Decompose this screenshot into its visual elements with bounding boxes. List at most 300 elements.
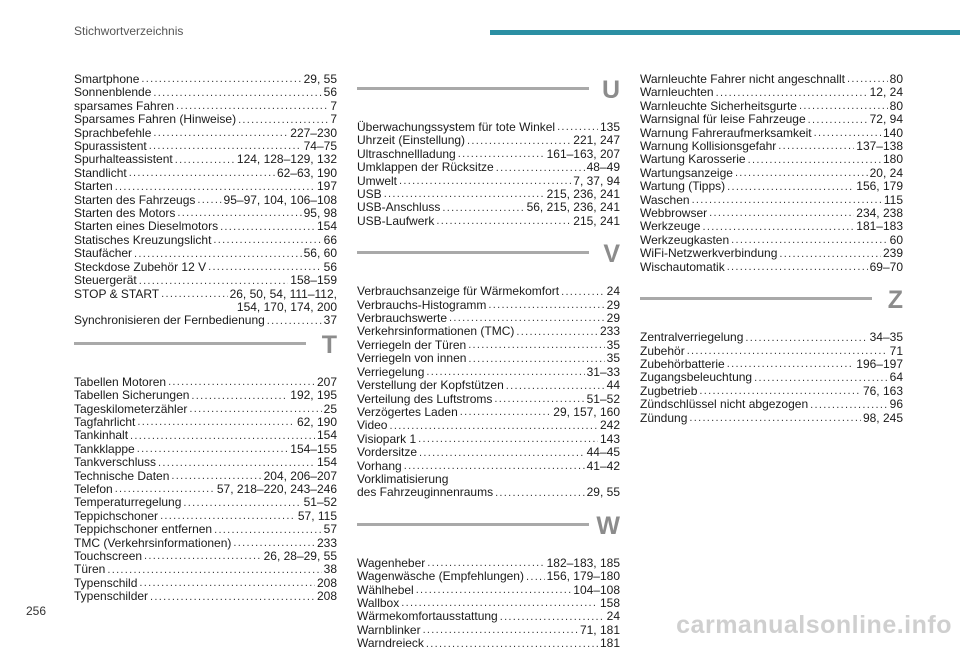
index-entry-pages: 154–155: [290, 441, 337, 456]
index-entry: [74, 389, 337, 402]
leader-dots: [399, 175, 571, 188]
index-entry-term: Zubehör: [640, 343, 685, 358]
index-column-2: [357, 73, 620, 651]
index-entry-pages: 181: [599, 636, 620, 651]
index-entry-term: Statisches Kreuzungslicht: [74, 232, 212, 247]
entry-list-v: [357, 285, 620, 473]
leader-dots: [735, 167, 868, 180]
leader-dots: [137, 416, 295, 429]
index-entry: [74, 590, 337, 603]
index-entry-term: Steckdose Zubehör 12 V: [74, 259, 207, 274]
index-entry-term: Umwelt: [357, 173, 398, 188]
index-entry-pages: 158: [599, 595, 620, 610]
index-entry-term: Verriegelung: [357, 364, 425, 379]
section-divider: [74, 342, 306, 345]
index-entry: [640, 398, 903, 411]
index-entry-pages: 192, 195: [290, 388, 337, 403]
leader-dots: [442, 202, 524, 215]
index-entry-term: Typenschild: [74, 575, 138, 590]
index-entry: [357, 597, 620, 610]
index-entry-pages: 35: [606, 337, 620, 352]
leader-dots: [115, 181, 315, 194]
section-divider: [640, 297, 872, 300]
index-entry-term: Smartphone: [74, 72, 140, 86]
leader-dots: [404, 460, 585, 473]
index-entry-pages: 80: [889, 72, 903, 86]
index-entry-term: Tankinhalt: [74, 428, 129, 443]
index-entry-pages: 51–52: [586, 391, 620, 406]
index-entry: [640, 345, 903, 358]
index-entry: [357, 201, 620, 214]
index-entry-term: Starten: [74, 179, 113, 194]
leader-dots: [808, 114, 868, 127]
index-entry: [74, 550, 337, 563]
index-entry: [357, 486, 620, 499]
index-entry: [357, 215, 620, 228]
index-entry-term: Verzögertes Laden: [357, 404, 458, 419]
index-entry-term: Warnleuchten: [640, 85, 714, 100]
leader-dots: [468, 339, 604, 352]
index-entry-term: Teppichschoner entfernen: [74, 522, 213, 537]
index-entry-term: Teppichschoner: [74, 508, 159, 523]
index-entry-term: Spurhalteassistent: [74, 152, 173, 167]
index-entry-term: USB-Laufwerk: [357, 213, 435, 228]
index-entry-term: Warnleuchte Sicherheitsgurte: [640, 98, 797, 113]
index-entry-pages: 57, 115: [297, 508, 337, 523]
index-entry: [74, 416, 337, 429]
index-entry-term: USB: [357, 187, 382, 202]
index-entry: [74, 483, 337, 496]
index-entry-term: Staufächer: [74, 246, 133, 261]
index-entry-term: Steuergerät: [74, 273, 137, 288]
index-entry-pages: 215, 241: [573, 213, 620, 228]
index-entry-term: Technische Daten: [74, 468, 170, 483]
index-entry-term: Standlicht: [74, 165, 127, 180]
index-entry-pages: 242: [599, 418, 620, 433]
index-entry: [640, 371, 903, 384]
leader-dots: [423, 624, 578, 637]
index-entry-pages: 26, 50, 54, 111–112,: [229, 286, 337, 301]
index-entry: [74, 429, 337, 442]
leader-dots: [389, 420, 597, 433]
index-entry-pages: 239: [882, 246, 903, 261]
index-entry-pages: 181–183: [856, 219, 903, 234]
index-entry-pages: 140: [882, 125, 903, 140]
leader-dots: [267, 315, 322, 328]
leader-dots: [494, 393, 584, 406]
index-entry: [640, 153, 903, 166]
index-entry-pages: 154: [316, 219, 337, 234]
index-entry-pages: 29, 157, 160: [553, 404, 620, 419]
leader-dots: [495, 487, 585, 500]
index-entry: [74, 563, 337, 576]
index-entry: [74, 73, 337, 86]
index-entry-term: Uhrzeit (Einstellung): [357, 133, 466, 148]
leader-dots: [467, 135, 571, 148]
index-entry: [357, 637, 620, 650]
entry-list-t: [74, 376, 337, 604]
index-entry-pages: 24: [606, 609, 620, 624]
index-entry: [640, 261, 903, 274]
index-entry-term: Wischautomatik: [640, 259, 725, 274]
index-entry-term: Starten des Fahrzeugs: [74, 192, 196, 207]
index-entry-pages: 7: [330, 98, 337, 113]
index-entry: [640, 385, 903, 398]
index-entry-term: Verbrauchswerte: [357, 311, 448, 326]
section-divider: [357, 87, 589, 90]
index-entry-term: Touchscreen: [74, 549, 143, 563]
index-entry: [357, 584, 620, 597]
index-entry-term: USB-Anschluss: [357, 200, 441, 215]
index-entry: [640, 358, 903, 371]
leader-dots: [161, 288, 227, 301]
index-entry-pages: 20, 24: [869, 165, 903, 180]
index-entry-pages: 41–42: [586, 458, 620, 473]
index-entry-pages: 38: [323, 562, 337, 577]
index-entry-term: Verriegeln der Türen: [357, 337, 467, 352]
index-entry: [74, 247, 337, 260]
index-entry-term: Telefon: [74, 481, 113, 496]
section-header-z: [640, 283, 903, 331]
index-entry-term: Überwachungssystem für tote Winkel: [357, 120, 556, 134]
index-entry: [357, 624, 620, 637]
leader-dots: [150, 591, 315, 604]
index-entry-pages: 56: [323, 259, 337, 274]
leader-dots: [692, 194, 882, 207]
leader-dots: [175, 154, 235, 167]
index-entry-pages: 180: [882, 152, 903, 167]
index-entry-pages: 76, 163: [862, 383, 903, 398]
index-entry: [74, 86, 337, 99]
index-entry-term: Wartungsanzeige: [640, 165, 733, 180]
leader-dots: [748, 154, 881, 167]
leader-dots: [727, 181, 854, 194]
section-letter-w: W: [596, 511, 620, 540]
index-entry-pages-continued: 154, 170, 174, 200: [236, 299, 337, 314]
index-entry-pages: 124, 128–129, 132: [236, 152, 337, 167]
index-column-3: [640, 73, 903, 425]
index-entry: [357, 325, 620, 338]
page-header-title: Stichwortverzeichnis: [74, 24, 184, 38]
index-entry: [74, 456, 337, 469]
section-letter-t: T: [321, 330, 337, 359]
index-entry-term: Ultraschnellladung: [357, 146, 456, 161]
index-entry-term: Typenschilder: [74, 589, 149, 604]
index-entry-term: Tageskilometerzähler: [74, 401, 188, 416]
index-entry-pages: 98, 245: [862, 410, 903, 425]
index-entry-pages: 234, 238: [856, 206, 903, 221]
leader-dots: [689, 412, 861, 425]
leader-dots: [191, 390, 288, 403]
index-entry-term: Wallbox: [357, 595, 400, 610]
index-entry-term: Zündschlüssel nicht abgezogen: [640, 397, 809, 412]
index-entry: [357, 379, 620, 392]
index-entry-pages: 154: [316, 428, 337, 443]
leader-dots: [419, 447, 585, 460]
index-entry: [357, 339, 620, 352]
leader-dots: [488, 299, 604, 312]
leader-dots: [561, 286, 605, 299]
index-entry: [640, 331, 903, 344]
index-entry: [74, 274, 337, 287]
index-entry-term: Zentralverriegelung: [640, 330, 744, 345]
leader-dots: [754, 372, 888, 385]
index-entry: [640, 86, 903, 99]
index-entry: [640, 194, 903, 207]
index-entry-pages: 215, 236, 241: [546, 187, 620, 202]
index-entry-pages: 25: [323, 401, 337, 416]
index-entry-pages: 66: [323, 232, 337, 247]
leader-dots: [416, 584, 572, 597]
index-entry-pages: 62, 190: [296, 414, 337, 429]
leader-dots: [139, 577, 315, 590]
leader-dots: [506, 380, 605, 393]
index-entry: [74, 180, 337, 193]
index-entry: [640, 113, 903, 126]
index-entry: [357, 121, 620, 134]
entry-list-w: [357, 557, 620, 651]
leader-dots: [144, 550, 262, 563]
index-entry-term: Temperaturregelung: [74, 495, 182, 510]
index-entry: [74, 261, 337, 274]
index-entry: [74, 403, 337, 416]
index-entry: [357, 557, 620, 570]
index-entry-pages: 62–63, 190: [276, 165, 337, 180]
index-entry-term: Sprachbefehle: [74, 125, 152, 140]
index-entry-term: Spurassistent: [74, 139, 147, 154]
index-entry-term: Wartung (Tipps): [640, 179, 726, 194]
index-entry-pages: 7, 37, 94: [573, 173, 620, 188]
index-entry: [74, 100, 337, 113]
index-entry-term: WiFi-Netzwerkverbindung: [640, 246, 778, 261]
index-entry: [640, 140, 903, 153]
leader-dots: [183, 497, 301, 510]
index-entry: [74, 314, 337, 327]
index-entry: [357, 161, 620, 174]
index-entry-pages: 80: [889, 98, 903, 113]
leader-dots: [189, 403, 321, 416]
index-entry: [74, 537, 337, 550]
index-entry-pages: 31–33: [586, 364, 620, 379]
section-header-w: [357, 509, 620, 557]
index-entry-term: Wagenheber: [357, 555, 426, 570]
leader-dots: [153, 87, 321, 100]
index-entry-pages: 44: [606, 378, 620, 393]
index-entry-pages: 196–197: [856, 356, 903, 371]
section-divider: [357, 251, 589, 254]
index-entry-pages: 24: [606, 284, 620, 299]
entry-list-w-cont: [640, 73, 903, 274]
watermark-text: carmanualsonline.info: [676, 611, 952, 639]
leader-dots: [778, 140, 854, 153]
index-entry: [74, 127, 337, 140]
index-entry-term: Tankklappe: [74, 441, 135, 456]
index-entry-term: Verriegeln von innen: [357, 351, 467, 366]
index-entry-pages: 143: [599, 431, 620, 446]
index-entry-pages: 57, 218–220, 243–246: [216, 481, 337, 496]
index-entry-pages: 29, 55: [303, 72, 337, 86]
section-header-v: [357, 237, 620, 285]
index-entry: [357, 312, 620, 325]
index-entry-pages: 29, 55: [586, 485, 620, 500]
index-entry-term: Wählhebel: [357, 582, 414, 597]
index-entry-term: Zündung: [640, 410, 688, 425]
index-entry-pages: 161–163, 207: [546, 146, 620, 161]
index-entry-pages: 71: [889, 343, 903, 358]
index-entry-term: Verkehrsinformationen (TMC): [357, 324, 515, 339]
leader-dots: [134, 248, 302, 261]
section-letter-z: Z: [887, 286, 903, 315]
index-entry-pages: 29: [606, 311, 620, 326]
index-entry: [74, 194, 337, 207]
leader-dots: [810, 399, 888, 412]
index-entry-pages: 207: [316, 374, 337, 389]
index-entry-term: sparsames Fahren: [74, 98, 175, 113]
leader-dots: [687, 345, 888, 358]
index-entry-pages: 95–97, 104, 106–108: [223, 192, 337, 207]
index-entry: [357, 352, 620, 365]
index-entry-pages: 44–45: [586, 445, 620, 460]
index-entry-pages: 96: [889, 397, 903, 412]
index-entry: [357, 188, 620, 201]
leader-dots: [129, 167, 275, 180]
index-entry-pages: 74–75: [303, 139, 337, 154]
index-entry-pages: 72, 94: [869, 112, 903, 127]
index-entry-term: Umklappen der Rücksitze: [357, 160, 494, 175]
leader-dots: [220, 221, 315, 234]
index-entry: [640, 167, 903, 180]
leader-dots: [526, 571, 545, 584]
leader-dots: [141, 73, 301, 86]
leader-dots: [130, 430, 315, 443]
index-entry: [357, 393, 620, 406]
index-entry-pages: 69–70: [869, 259, 903, 274]
leader-dots: [158, 457, 315, 470]
index-entry: [357, 299, 620, 312]
index-entry: [357, 148, 620, 161]
index-entry-term: Sparsames Fahren (Hinweise): [74, 112, 237, 127]
index-entry: [74, 577, 337, 590]
index-entry: [357, 446, 620, 459]
index-entry: [357, 460, 620, 473]
index-entry-pages: 208: [316, 589, 337, 604]
index-entry-term: Synchronisieren der Fernbedienung: [74, 313, 265, 328]
index-entry-pages: 7: [330, 112, 337, 127]
index-entry-term: TMC (Verkehrsinformationen): [74, 535, 232, 550]
index-entry: [74, 234, 337, 247]
index-entry-term: Starten des Motors: [74, 206, 176, 221]
index-entry-term: Verteilung des Luftstroms: [357, 391, 493, 406]
index-entry-pages: 57: [323, 522, 337, 537]
index-entry-pages: 35: [606, 351, 620, 366]
index-entry: [640, 100, 903, 113]
index-entry-pages: 56, 215, 236, 241: [526, 200, 620, 215]
leader-dots: [460, 406, 552, 419]
index-entry-term: Zubehörbatterie: [640, 356, 725, 371]
index-entry: [357, 610, 620, 623]
index-entry-term: Starten eines Dieselmotors: [74, 219, 219, 234]
index-entry-pages: 26, 28–29, 55: [263, 549, 337, 563]
index-entry-term: Werkzeuge: [640, 219, 701, 234]
index-entry-pages: 208: [316, 575, 337, 590]
index-entry-term: Warnleuchte Fahrer nicht angeschnallt: [640, 72, 845, 86]
index-entry-term: Warndreieck: [357, 636, 424, 651]
entry-list-u: [357, 121, 620, 228]
index-entry-pages: 64: [889, 370, 903, 385]
index-entry-term: Vorhang: [357, 458, 402, 473]
index-entry: [74, 167, 337, 180]
index-entry-pages: 156, 179–180: [546, 569, 620, 584]
index-entry-term: Verbrauchs-Histogramm: [357, 297, 487, 312]
index-entry: [74, 140, 337, 153]
index-entry-term: Waschen: [640, 192, 690, 207]
index-entry-pages: 56: [323, 85, 337, 100]
index-entry-pages: 29: [606, 297, 620, 312]
index-entry-pages: 135: [599, 120, 620, 134]
index-entry-pages: 60: [889, 232, 903, 247]
index-entry-pages: 197: [316, 179, 337, 194]
index-entry: [74, 220, 337, 233]
index-entry-term-line1: Vorklimatisierung: [357, 471, 449, 486]
index-entry-term: Tabellen Sicherungen: [74, 388, 190, 403]
index-entry: [357, 285, 620, 298]
index-entry: [640, 127, 903, 140]
index-entry: [357, 570, 620, 583]
leader-dots: [779, 248, 881, 261]
index-entry-pages: 233: [599, 324, 620, 339]
index-entry-term: Warnsignal für leise Fahrzeuge: [640, 112, 806, 127]
index-entry-pages: 156, 179: [856, 179, 903, 194]
index-entry-term: Tabellen Motoren: [74, 374, 167, 389]
leader-dots: [238, 114, 328, 127]
leader-dots: [214, 524, 322, 537]
index-entry-pages: 37: [323, 313, 337, 328]
index-entry-pages: 115: [883, 192, 903, 207]
index-entry-term: Zugbetrieb: [640, 383, 698, 398]
leader-dots: [468, 353, 604, 366]
index-entry-pages: 221, 247: [573, 133, 620, 148]
leader-dots: [500, 611, 605, 624]
index-entry: [357, 366, 620, 379]
leader-dots: [436, 215, 571, 228]
index-entry-term: Wartung Karosserie: [640, 152, 746, 167]
header-accent-bar: [490, 30, 960, 35]
index-entry-term: Zugangsbeleuchtung: [640, 370, 753, 385]
entry-list-z: [640, 331, 903, 425]
leader-dots: [496, 162, 585, 175]
index-entry: [74, 510, 337, 523]
leader-dots: [107, 564, 321, 577]
index-entry-term: Sonnenblende: [74, 85, 152, 100]
index-entry-pages: 56, 60: [303, 246, 337, 261]
leader-dots: [516, 326, 598, 339]
leader-dots: [716, 87, 868, 100]
index-entry-pages: 182–183, 185: [546, 555, 620, 570]
section-letter-u: U: [601, 76, 620, 104]
index-entry-term: Visiopark 1: [357, 431, 417, 446]
index-entry: [74, 496, 337, 509]
index-entry-pages: 137–138: [856, 139, 903, 154]
index-entry: [357, 134, 620, 147]
index-entry-pages: 71, 181: [579, 622, 620, 637]
page-number: 256: [26, 604, 47, 618]
index-entry: [357, 419, 620, 432]
index-entry-pages: 34–35: [869, 330, 903, 345]
index-entry: [640, 73, 903, 86]
index-entry: [640, 180, 903, 193]
index-entry: [640, 207, 903, 220]
index-entry-term: Webbrowser: [640, 206, 708, 221]
